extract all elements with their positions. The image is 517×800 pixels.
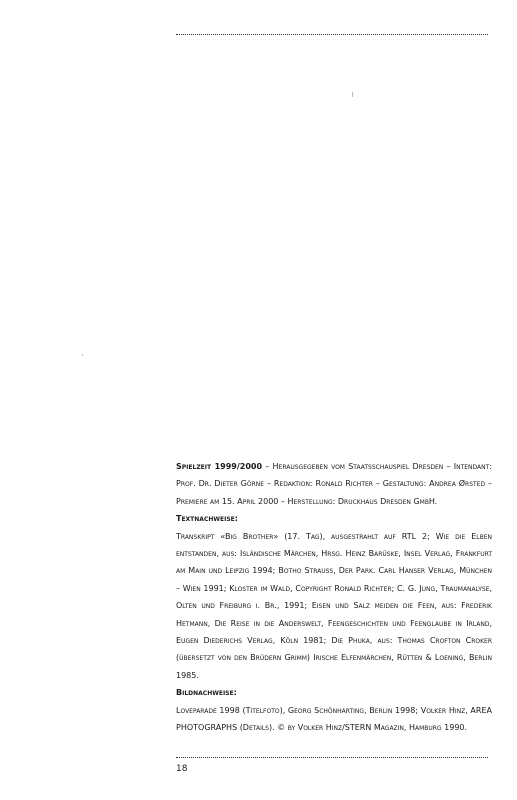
paper-speck bbox=[82, 354, 83, 356]
production-credits bbox=[176, 458, 492, 510]
page-number: 18 bbox=[176, 764, 188, 774]
text-credits: Transkript «Big Brother» (17. Tag), ausgestrahlt auf RTL 2; Wie die Elben entstanden, aus: Isländische Märchen, Hrsg. Heinz Barüske, Insel Verlag, Frankfurt am Main und Leipzig 1994; Botho Strauss, Der Park. Carl Hanser Verlag, München – Wien 1991; Kloster im Wald, Copyright Ronald Richter; C. G. Jung, Traumanalyse, Olten und Freiburg i. Br., 1991; Eisen und Salz meiden die Feen, aus: Frederik Hetmann, Die Reise in die Anderswelt, Feengeschichten und Feenglaube in Irland, Eugen Diederichs Verlag, Köln 1981; Die Phuka, aus: Thomas Crofton Croker (übersetzt von den Brüdern Grimm) Irische Elfenmärchen, Rütten & Loening, Berlin 1985. bbox=[176, 531, 492, 680]
image-credits-heading: Bildnachweise: bbox=[176, 688, 237, 698]
top-dotted-rule bbox=[176, 34, 488, 35]
colophon-block bbox=[176, 458, 492, 737]
season-label: Spielzeit 1999/2000 bbox=[176, 462, 263, 471]
image-credits: Loveparade 1998 (Titelfoto), Georg Schönharting, Berlin 1998; Volker Hinz, AREA PHOTOGRAPHS (Details). © by Volker Hinz/STERN Magazin, Hamburg 1990. bbox=[176, 705, 492, 733]
text-credits-heading: Textnachweise: bbox=[176, 514, 238, 524]
paper-speck bbox=[352, 92, 353, 97]
production-text: – Herausgegeben vom Staatsschauspiel Dresden – Intendant: Prof. Dr. Dieter Görne – Redaktion: Ronald Richter – Gestaltung: Andrea Ørsted – Premiere am 15. April 2000 – Herstellung: Druckhaus Dresden GmbH. bbox=[176, 462, 493, 506]
bottom-dotted-rule bbox=[176, 757, 488, 758]
